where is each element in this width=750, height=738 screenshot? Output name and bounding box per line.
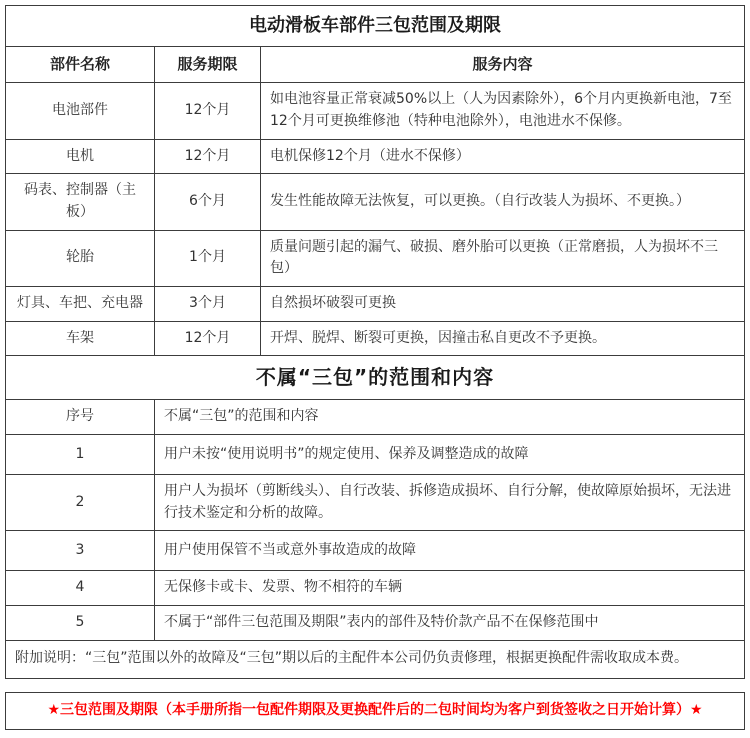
part-name: 电池部件 <box>52 101 108 118</box>
column-header-index: 序号 <box>66 408 94 425</box>
footer-warranty-notice: ★三包范围及期限（本手册所指一包配件期限及更换配件后的二包时间均为客户到货签收之日开始计算）★ <box>47 701 703 718</box>
exclusion-row <box>6 530 744 570</box>
footer-box <box>5 692 745 730</box>
part-name: 电机 <box>66 147 94 164</box>
service-content: 自然损坏破裂可更换 <box>260 287 744 321</box>
additional-note-row <box>6 640 744 678</box>
exclusions-section-title: 不属“三包”的范围和内容 <box>255 365 495 390</box>
warranty-header-row <box>6 46 744 82</box>
column-header-period: 服务期限 <box>154 47 260 82</box>
service-content: 电机保修12个月（进水不保修） <box>260 140 744 174</box>
exclusion-row <box>6 570 744 605</box>
service-period: 12个月 <box>154 140 260 174</box>
exclusion-content: 用户未按“使用说明书”的规定使用、保养及调整造成的故障 <box>154 435 744 474</box>
service-period: 1个月 <box>154 231 260 286</box>
page-title: 电动滑板车部件三包范围及期限 <box>249 15 501 36</box>
exclusions-section-title-row <box>6 355 744 399</box>
service-content: 如电池容量正常衰减50%以上（人为因素除外），6个月内更换新电池，7至12个月可更换维修池（特种电池除外），电池进水不保修。 <box>260 83 744 138</box>
service-period: 6个月 <box>154 174 260 229</box>
part-name: 码表、控制器（主板） <box>24 182 136 220</box>
part-name: 车架 <box>66 329 94 346</box>
exclusion-index: 5 <box>75 614 85 631</box>
exclusion-row <box>6 474 744 530</box>
exclusion-row <box>6 434 744 474</box>
table-row <box>6 230 744 286</box>
service-content: 质量问题引起的漏气、破损、磨外胎可以更换（正常磨损，人为损坏不三包） <box>260 231 744 286</box>
table-row <box>6 321 744 356</box>
table-row <box>6 139 744 174</box>
title-row <box>6 6 744 46</box>
exclusion-content: 用户使用保管不当或意外事故造成的故障 <box>154 531 744 570</box>
exclusion-content: 用户人为损坏（剪断线头）、自行改装、拆修造成损坏、自行分解，使故障原始损坏，无法进行技术鉴定和分析的故障。 <box>154 475 744 530</box>
footer-row <box>6 693 744 729</box>
table-row <box>6 82 744 138</box>
service-period: 3个月 <box>154 287 260 321</box>
additional-note: 附加说明：“三包”范围以外的故障及“三包”期以后的主配件本公司仍负责修理，根据更换配件需收取成本费。 <box>15 650 689 667</box>
column-header-part: 部件名称 <box>49 54 110 73</box>
column-header-content: 服务内容 <box>260 47 744 82</box>
service-content: 发生性能故障无法恢复，可以更换。（自行改装人为损坏、不更换。） <box>260 174 744 229</box>
exclusion-content: 不属于“部件三包范围及期限”表内的部件及特价款产品不在保修范围中 <box>154 606 744 640</box>
column-header-exclusion: 不属“三包”的范围和内容 <box>154 400 744 434</box>
warranty-table <box>5 5 745 679</box>
table-row <box>6 286 744 321</box>
exclusion-index: 4 <box>75 579 85 596</box>
exclusion-index: 1 <box>75 445 85 462</box>
table-row <box>6 173 744 229</box>
part-name: 轮胎 <box>66 249 94 266</box>
service-content: 开焊、脱焊、断裂可更换，因撞击私自更改不予更换。 <box>260 322 744 356</box>
exclusion-content: 无保修卡或卡、发票、物不相符的车辆 <box>154 571 744 605</box>
service-period: 12个月 <box>154 322 260 356</box>
exclusion-row <box>6 605 744 640</box>
exclusions-header-row <box>6 399 744 434</box>
part-name: 灯具、车把、充电器 <box>17 294 143 311</box>
exclusion-index: 2 <box>75 493 85 510</box>
service-period: 12个月 <box>154 83 260 138</box>
exclusion-index: 3 <box>75 542 85 559</box>
